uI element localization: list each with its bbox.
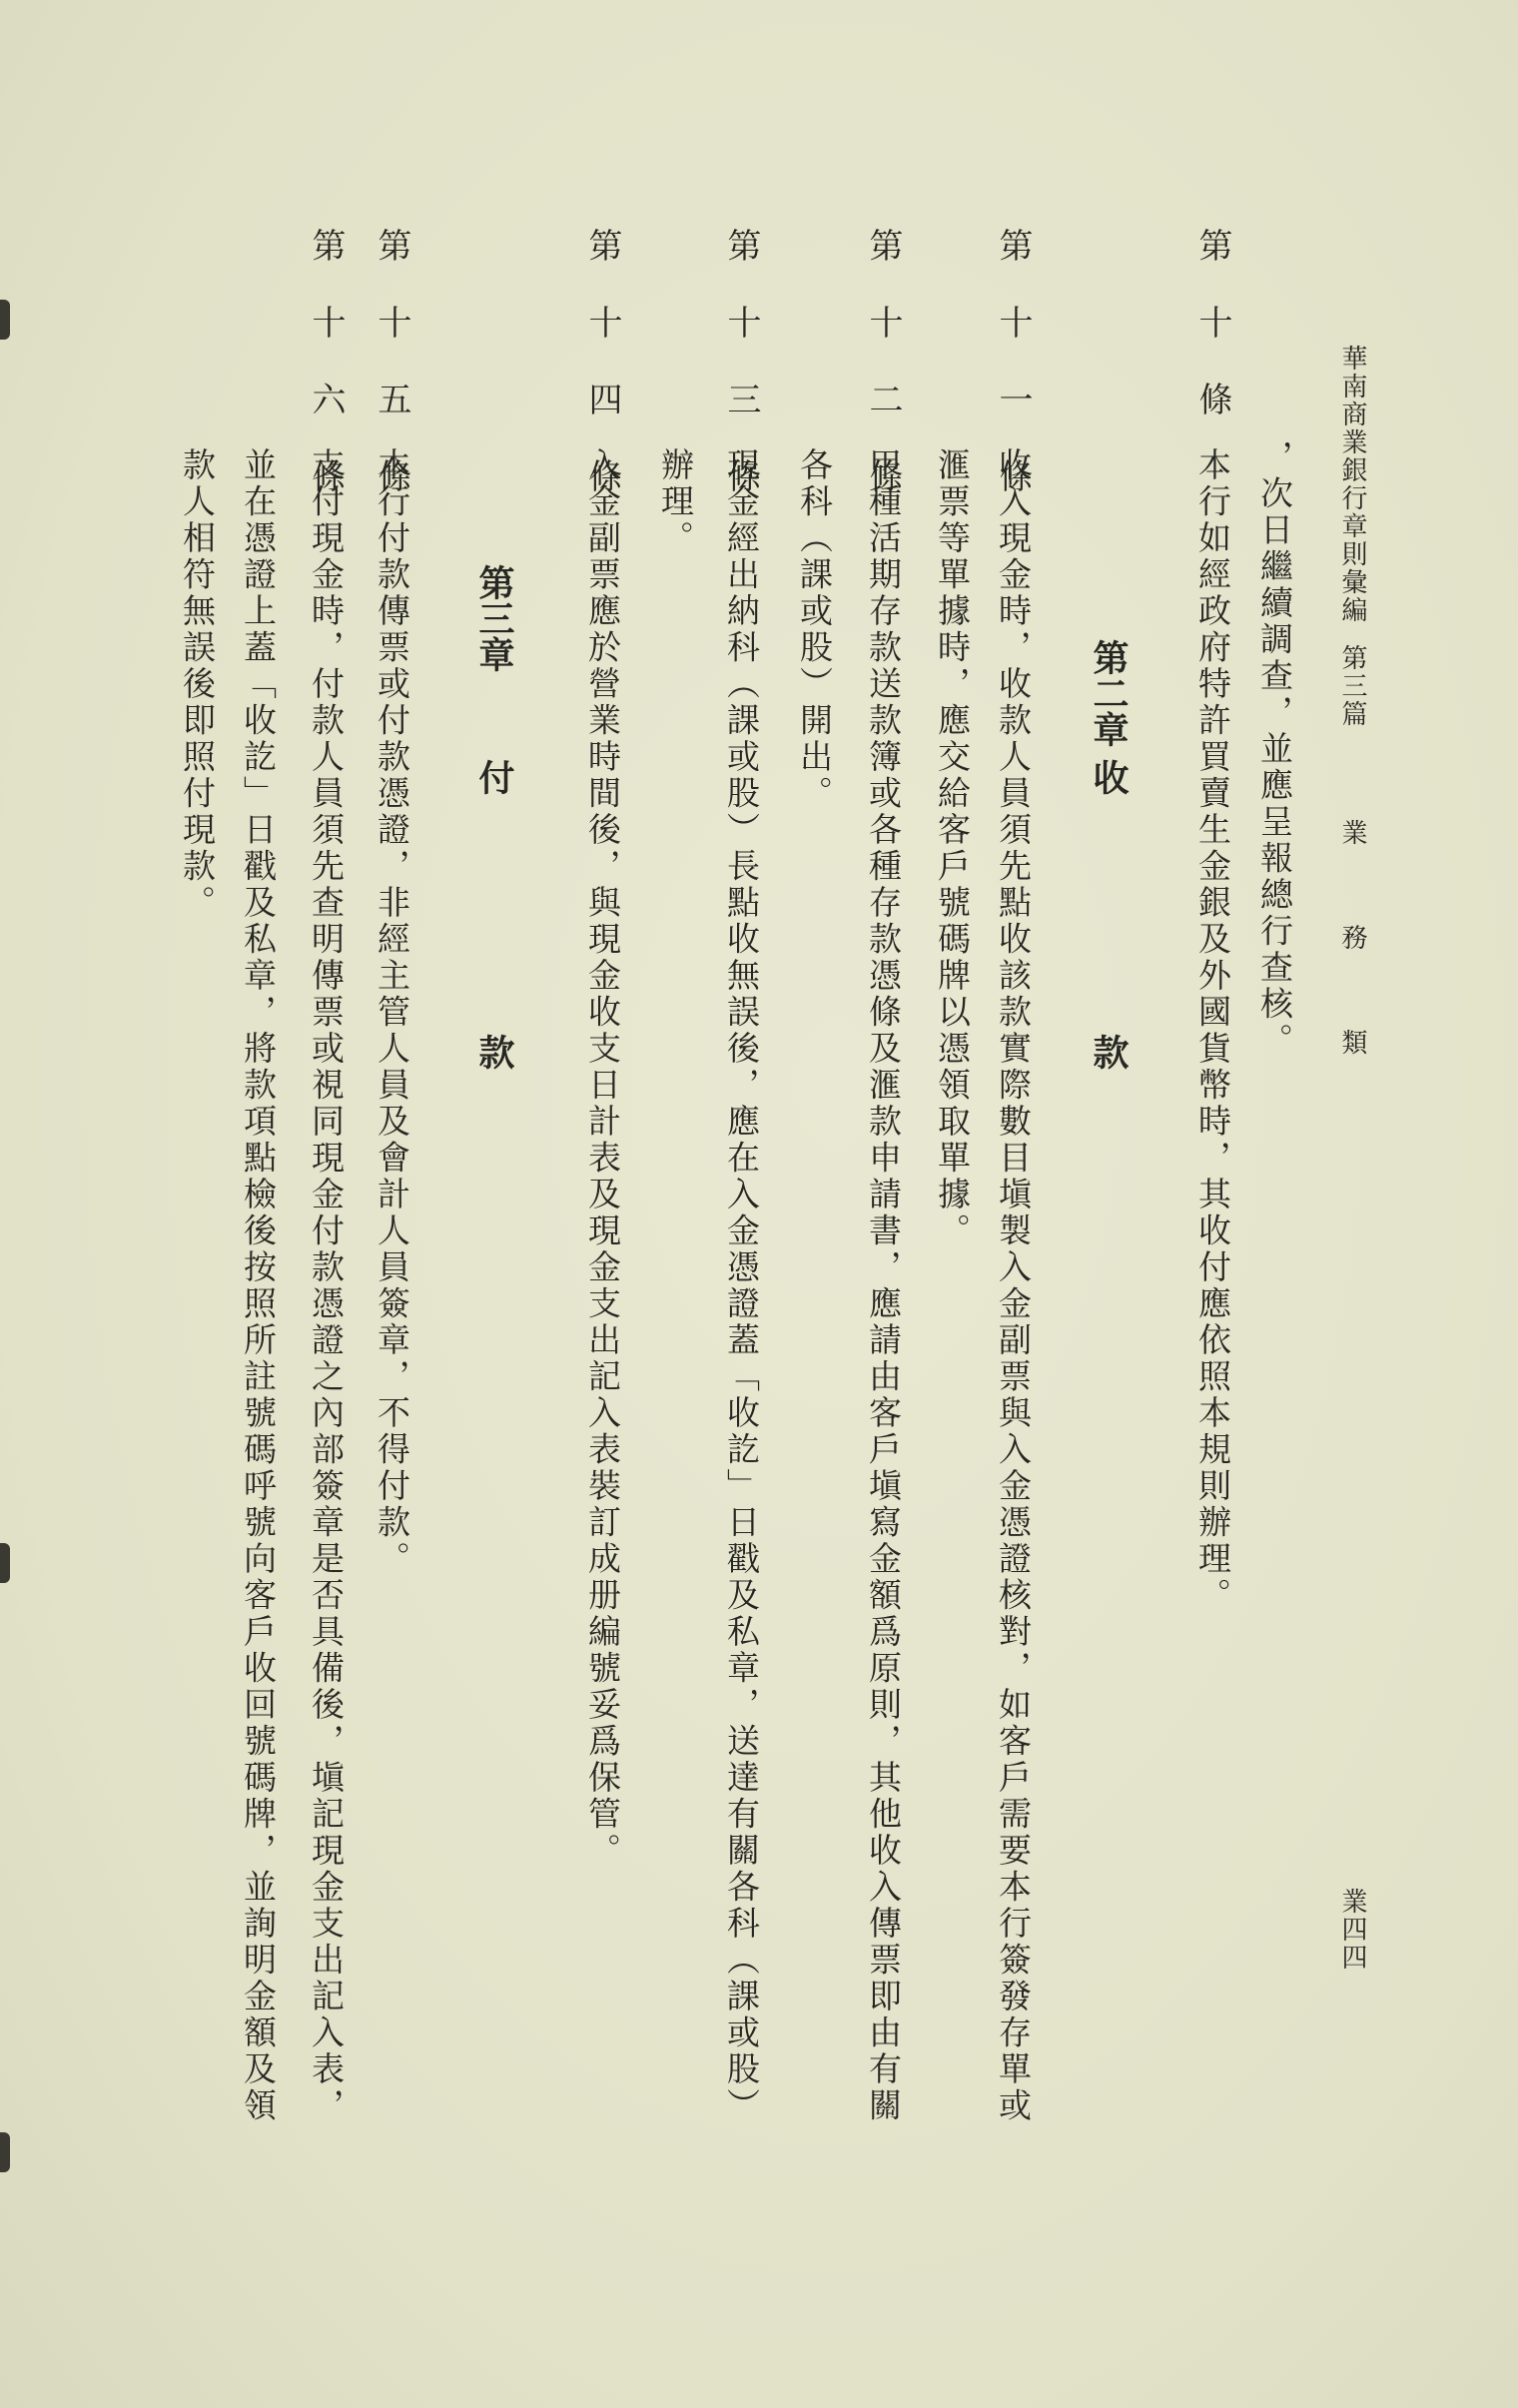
article-label: 第十條 [1192, 228, 1232, 458]
article-text: 各科（課或股）開出。 [795, 447, 834, 812]
part-label: 第三篇 [1337, 644, 1367, 728]
page-number: 業四四 [1337, 1888, 1367, 1972]
article-label: 第十三條 [721, 228, 761, 535]
article-text: 本行付款傳票或付款憑證，非經主管人員及會計人員簽章，不得付款。 [373, 447, 411, 1578]
article-text: 滙票等單據時，應交給客戶號碼牌以憑領取單據。 [933, 447, 972, 1249]
article-text: 入金副票應於營業時間後，與現金收支日計表及現金支出記入表裝訂成册編號妥爲保管。 [583, 447, 622, 1870]
binding-hole-mark [0, 300, 10, 340]
article-text: 甲種活期存款送款簿或各種存款憑條及滙款申請書，應請由客戶塡寫金額爲原則，其他收入傳票即由有關 [864, 447, 903, 2124]
book-title: 華南商業銀行章則彙編 [1337, 345, 1367, 624]
article-text: 現金經出納科（課或股）長點收無誤後，應在入金憑證蓋「收訖」日戳及私章，送達有關各科（課或股） [722, 447, 761, 2124]
article-label: 第十二條 [863, 228, 903, 535]
chapter-title-char: 收 [1088, 759, 1130, 795]
article-text: 款人相符無誤後即照付現款。 [178, 447, 217, 922]
article-text: 辦理。 [656, 447, 695, 557]
chapter-title-char: 款 [473, 1034, 515, 1070]
article-label: 第十五條 [372, 228, 411, 535]
chapter-title-char: 款 [1088, 1034, 1130, 1070]
chapter-title-char: 付 [473, 759, 515, 795]
continuation-text: ，次日繼續調查，並應呈報總行查核。 [1255, 439, 1294, 1060]
article-text: 並在憑證上蓋「收訖」日戳及私章，將款項點檢後按照所註號碼呼號向客戶收回號碼牌，並詢明金額及領 [239, 447, 278, 2124]
binding-hole-mark [0, 2132, 10, 2172]
article-label: 第十六條 [306, 228, 346, 535]
chapter-number: 第二章 [1088, 639, 1130, 747]
category-char: 務 [1337, 924, 1367, 952]
category-char: 類 [1337, 1029, 1367, 1057]
article-text: 收入現金時，收款人員須先點收該款實際數目塡製入金副票與入金憑證核對，如客戶需要本行簽發存單或 [994, 447, 1033, 2124]
binding-hole-mark [0, 1543, 10, 1583]
article-label: 第十四條 [582, 228, 622, 535]
chapter-number: 第三章 [473, 564, 515, 672]
article-text: 支付現金時，付款人員須先查明傳票或視同現金付款憑證之內部簽章是否具備後，塡記現金支出記入表， [307, 447, 346, 2124]
article-text: 本行如經政府特許買賣生金銀及外國貨幣時，其收付應依照本規則辦理。 [1193, 447, 1232, 1614]
article-label: 第十一條 [993, 228, 1033, 535]
category-char: 業 [1337, 819, 1367, 847]
